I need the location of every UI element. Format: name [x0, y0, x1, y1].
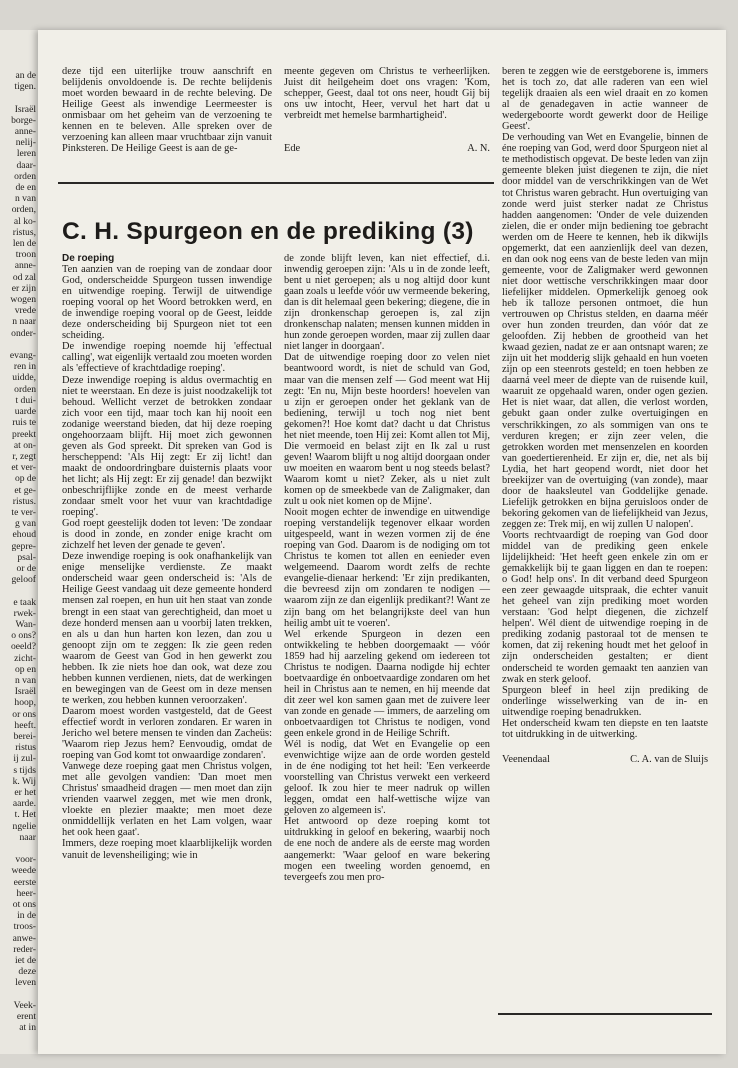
- gutter-line: erent: [16, 1011, 36, 1023]
- gutter-line: heer-: [16, 887, 36, 899]
- top-article-signature: [284, 143, 490, 154]
- article-column-2: [284, 253, 490, 883]
- gutter-line: orden: [14, 170, 36, 182]
- gutter-line: ruis te: [12, 417, 36, 429]
- gutter-line: ristus,: [12, 226, 36, 238]
- gutter-line: e taak: [13, 596, 36, 608]
- gutter-line: geloof: [11, 574, 36, 586]
- gutter-line: psal-: [17, 551, 36, 563]
- article-column-1-paragraphs: [62, 264, 272, 861]
- gutter-line: n van: [14, 193, 36, 205]
- gutter-line: berei-: [13, 730, 36, 742]
- gutter-line: tigen.: [14, 81, 36, 93]
- top-article-column-2: [284, 66, 490, 154]
- gutter-line: Wan-: [15, 618, 36, 630]
- gutter-line: leven: [15, 977, 36, 989]
- article-paragraph: Daarom moest worden vastgesteld, dat de Geest effectief wordt in verloren zondaren. Er waren in Jericho wel betere mensen te vinden dan Zacheüs: 'Waarom riep Jezus hem? Eenvoudig, omdat de roeping van God komt tot onwaardige zondaren'.: [62, 705, 272, 762]
- article-paragraph: De inwendige roeping noemde hij 'effectual calling', wat eigenlijk vertaald zou moeten worden als 'effectieve of krachtdadige roeping'.: [62, 341, 272, 375]
- gutter-line: oeeld?: [10, 641, 36, 653]
- gutter-line: n van: [14, 674, 36, 686]
- gutter-line: at on-: [13, 439, 36, 451]
- gutter-line: daar-: [16, 159, 36, 171]
- gutter-line: et ver-: [11, 462, 36, 474]
- gutter-line: zicht-: [14, 652, 36, 664]
- article-paragraph: Het antwoord op deze roeping komt tot uitdrukking in geloof en bekering, waarbij noch de ene noch de andere als de eerste mag worden aangemerkt: 'Waar geloof en ware bekering mogen een tweeling worden genoemd, en tevergeefs zou men pro-: [284, 816, 490, 883]
- gutter-line: t. Het: [14, 809, 36, 821]
- gutter-line: er zijn: [11, 282, 36, 294]
- gutter-line: borge-: [11, 114, 36, 126]
- gutter-line: s tijds: [13, 764, 36, 776]
- gutter-line: te ver-: [11, 506, 36, 518]
- top-article-text-1: deze tijd een uiterlijke trouw aanschrift en belijdenis onvoldoende is. De rechte belijdenis moet worden bewaard in de rechte beleving. De Heilige Geest als inwendige Leermeester is onmisbaar om het geheim van de verzoening te kennen en te beleven. Alle spreken over de verzoening kan alleen maar vruchtbaar zijn vanuit Pinksteren. De Heilige Geest is aan de ge-: [62, 66, 272, 155]
- gutter-line: rwek-: [13, 607, 36, 619]
- top-article-text-2: meente gegeven om Christus te verheerlijken. Juist dit heilgeheim doet ons vragen: 'Kom, schepper, Geest, daal tot ons neer, houdt Gij bij ons uw intocht, Heer, vervul het hart dat u verbreidt met hemelse barmhartigheid'.: [284, 66, 490, 122]
- article-column-3: [502, 66, 708, 765]
- article-paragraph: Immers, deze roeping moet klaarblijkelijk worden vanuit de levensheiliging; wie in: [62, 838, 272, 861]
- article-paragraph: Ten aanzien van de roeping van de zondaar door God, onderscheidde Spurgeon tussen inwendige en uitwendige roeping. Terwijl de uitwendige roeping vooral op het Woord betrokken werd, en de inwendige roeping vooral op de Geest, leidde deze onderscheiding bij Spurgeon niet tot een scheiding.: [62, 264, 272, 342]
- gutter-line: op de: [14, 473, 36, 485]
- gutter-line: [0, 989, 36, 1000]
- top-signature-name: A. N.: [467, 143, 490, 155]
- top-article-column-1: [62, 66, 272, 154]
- gutter-line: et ge-: [14, 484, 36, 496]
- signature-name: C. A. van de Sluijs: [630, 753, 708, 765]
- article-title: C. H. Spurgeon en de prediking (3): [62, 218, 474, 245]
- gutter-line: anwe-: [12, 932, 36, 944]
- gutter-line: reder-: [13, 943, 36, 955]
- article-paragraph: beren te zeggen wie de eerstgeborene is, immers het is toch zo, dat alle raderen van een wiel tegelijk draaien als een wiel draait en zo komen al de genadegaven in actie wanneer de wedergeboorte wordt gewerkt door de Heilige Geest'.: [502, 66, 708, 133]
- gutter-line: at in: [19, 1022, 36, 1034]
- article-paragraph: Voorts rechtvaardigt de roeping van God door middel van de prediking geen enkele lijdelijkheid: 'Het heeft geen enkele zin om er gemakkelijk bij te gaan liggen en dan te roepen: o God! help ons'. In dit verband deed Spurgeon een zeer gewaagde uitspraak, die echter vanuit het geheel van zijn prediking moet worden verstaan: 'God helpt diegenen, die zichzelf helpen'. Wél dient de uitwendige roeping in de prediking zodanig pastoraal tot de mensen te komen, dat zij rekening houdt met het geloof in zijn onderscheiden gestalten; er dient onderscheid te worden gemaakt ten aanzien van zwak en sterk geloof.: [502, 529, 708, 685]
- article-column-1: [62, 253, 272, 861]
- gutter-line: leren: [16, 148, 36, 160]
- gutter-line: uarde: [14, 406, 36, 418]
- gutter-line: Israël: [14, 686, 36, 698]
- article-paragraph: Dat de uitwendige roeping door zo velen niet beantwoord wordt, is niet de schuld van God, maar van die mensen zelf — God meent wat Hij zegt: 'En nu, Mijn beste hoorders! hoevelen van u zijn er geroepen onder het geklank van de bediening, terwijl u toch nog niet bent gekomen?! Hoe komt dat? dacht u dat Christus het niet meende, toen Hij zei: Komt allen tot Mij, Die vermoeid en belast zijt en Ik zal u rust geven! Waarom blijft u nog altijd doorgaan onder uw moeiten en waarom bent u nog steeds belast? Waarom komt u niet? Zeker, als u niet zult komen op de smeekbede van de Zaligmaker, dan zult u ook niet komen op de Mijne'.: [284, 352, 490, 508]
- signature-place: Veenendaal: [502, 753, 550, 765]
- gutter-line: t dui-: [15, 394, 36, 406]
- article-paragraph: Nooit mogen echter de inwendige en uitwendige roeping verstandelijk tegenover elkaar worden uitgespeeld, want in wezen vormen zij de éne roeping van God. Daarom is de nodiging om tot Christus te komen tot allen en eenieder even welgemeend. Daarom wordt zelfs de rechte evangelie-dienaar herkend: 'Er zijn predikanten, die bevreesd zijn om zondaren te nodigen — waarom zijn ze dan eigenlijk predikant?! Want ze zijn bang om het belangrijkste deel van hun heilig ambt uit te voeren'.: [284, 507, 490, 629]
- article-column-2-paragraphs: [284, 253, 490, 883]
- bottom-rule: [498, 1013, 712, 1015]
- gutter-line: len de: [12, 238, 36, 250]
- article-paragraph: Vanwege deze roeping gaat men Christus volgen, met alle gevolgen vandien: 'Dan moet men Christus' smaadheid dragen — men moet dan zijn vrienden vaarwel zeggen, met wie men dronk, vloekte en plezier maakte; men moet deze onmiddellijk verlaten en het Lam volgen, waar het ook heen gaat'.: [62, 761, 272, 839]
- article-paragraph: Wél is nodig, dat Wet en Evangelie op een evenwichtige wijze aan de orde worden gesteld in de éne nodiging tot het heil: 'Een verkeerde voorstelling van Christus verwekt een verkeerd geloof. Ik zou hier te meer nadruk op willen leggen, omdat een half-wettische wijze van geloven zo algemeen is'.: [284, 739, 490, 817]
- gutter-line: r, zegt: [12, 450, 36, 462]
- gutter-line: ristus: [15, 742, 36, 754]
- article-paragraph: De verhouding van Wet en Evangelie, binnen de éne roeping van God, werd door Spurgeon niet al te methodistisch opgevat. De beste leden van zijn gemeente bleken juist diegenen te zijn, die niet door middel van de verschrikkingen van de Wet tot Christus waren gebracht. Hun overtuiging van zonde werd juist sterker nadat ze Christus hadden aangenomen: 'Onder de vele duizenden zielen, die er onder mijn bediening toe gebracht werden om de Heere te kennen, heb ik dikwijls opgemerkt, dat een aanzienlijk deel van dezen, en dan ook nog eens van de beste leden van mijn gemeente, voor de Zaligmaker werd gewonnen niet door wettische verschrikkingen maar door liefelijker middelen. Opmerkelijk genoeg ook heb ik talloze personen ontmoet, die hun vertrouwen op Christus stelden, en daarna méér over hun zonden treurden, dan vóór dat ze geloofden. Zij hebben de grootheid van het kwaad gezien, nadat ze er aan ontsnapt waren; ze zijn uit het modderig slijk gehaald en hun voeten zijn op een steenrots gesteld; en toen hebben ze daarná veel meer de diepte van de ruisende kuil, waaruit ze opgehaald waren, onder ogen gezien. Het is niet waar, dat allen, die verlost worden, gebukt gaan onder zulke overtuigingen en verschrikkingen, zo als sommigen van ons te verduren kregen; er zijn zeer velen, die getrokken worden met mensenzelen en koorden van goedertierenheid. Er zijn er, die, net als bij Lydia, het hart geopend wordt, niet door het breekijzer van de overtuiging (van zonde), maar door de haaksleutel van Goddelijke genade. Liefelijk getrokken en bijna geruisloos onder de bekoring gekomen van de liefelijkheid van Jezus, zeggen ze: Trek mij, en wij zullen U nalopen'.: [502, 132, 708, 530]
- article-paragraph: God roept geestelijk doden tot leven: 'De zondaar is dood in zonde, en zonder enige kracht om zichzelf het leven der genade te geven'.: [62, 518, 272, 552]
- gutter-line: eerste: [13, 876, 36, 888]
- gutter-line: orden,: [11, 204, 36, 216]
- gutter-line: k. Wij: [12, 775, 36, 787]
- gutter-line: n naar: [12, 316, 36, 328]
- section-divider: [58, 182, 494, 184]
- gutter-line: heeft.: [14, 719, 36, 731]
- article-column-3-paragraphs: [502, 66, 708, 740]
- gutter-line: onder-: [11, 327, 36, 339]
- gutter-line: Veek-: [13, 999, 36, 1011]
- gutter-line: gepre-: [11, 540, 36, 552]
- gutter-line: ngelie: [12, 820, 36, 832]
- gutter-line: de en: [15, 182, 36, 194]
- gutter-line: er het: [14, 787, 36, 798]
- article-paragraph: Deze inwendige roeping is aldus overmachtig en niet te weerstaan. En deze is juist noodzakelijk tot behoud. Wellicht verzet de betrokken zondaar zich voor een tijd, maar toch kan hij nooit een zodanige weerstand bieden, dat hij deze roeping ongehoorzaam blijft. Hij moet zich gewonnen geven als God spreekt. Dit spreken van God is herscheppend: 'Als Hij zegt: Er zij licht! dan maakt de ondoordringbare duisternis plaats voor het licht; als Hij zegt: Er zij genade! dan bezwijkt onbeschrijflijke zonde en de meest verharde zondaar smelt voor het vuur van krachtdadige roeping'.: [62, 374, 272, 519]
- gutter-line: aarde.: [12, 798, 36, 810]
- gutter-line: op en: [14, 663, 36, 675]
- gutter-line: uidde,: [12, 372, 36, 384]
- gutter-line: anne-: [14, 260, 36, 272]
- gutter-line: an de: [15, 70, 36, 81]
- gutter-line: ren in: [13, 361, 36, 373]
- gutter-line: deze: [18, 966, 36, 978]
- top-signature-place: Ede: [284, 143, 301, 155]
- article-paragraph: Het onderscheid kwam ten diepste en ten laatste tot uitdrukking in de uitwerking.: [502, 717, 708, 740]
- gutter-line: hoop,: [14, 697, 36, 709]
- gutter-line: voor-: [15, 854, 36, 866]
- article-paragraph: Wel erkende Spurgeon in dezen een ontwikkeling te hebben doorgemaakt — vóór 1859 had hij aarzeling gekend om iedereen tot Christus te nodigen. Daarna nodigde hij echter boetvaardige én onboetvaardige zondaren om het heil in Christus aan te nemen, en hij meende dat dit zeer wel kon samen gaan met de zuivere leer van zonde en genade — immers, de aarzeling om onboetvaardigen tot Christus te nodigen, vond geen enkele grond in de Heilige Schrift.: [284, 628, 490, 740]
- gutter-line: ristus.: [12, 495, 36, 507]
- gutter-line: wogen: [10, 294, 36, 306]
- gutter-line: [0, 339, 36, 350]
- gutter-line: ehoud: [12, 529, 36, 541]
- gutter-line: or ons: [12, 708, 36, 720]
- gutter-line: anne-: [14, 126, 36, 138]
- gutter-line: weede: [11, 865, 36, 877]
- gutter-line: o ons?: [11, 630, 36, 642]
- gutter-line: [0, 585, 36, 596]
- gutter-line: od zal: [12, 271, 36, 283]
- previous-page-edge: [0, 30, 38, 1054]
- gutter-line: [0, 92, 36, 103]
- gutter-line: [0, 843, 36, 854]
- gutter-line: evang-: [9, 350, 36, 362]
- gutter-line: preekt: [12, 428, 36, 440]
- gutter-line: or de: [16, 562, 36, 574]
- gutter-line: nelij-: [15, 137, 36, 149]
- gutter-line: vrede: [14, 305, 36, 317]
- article-signature: [502, 754, 708, 765]
- gutter-line: troos-: [13, 921, 36, 933]
- gutter-line: iet de: [14, 955, 36, 967]
- gutter-line: naar: [19, 831, 36, 843]
- gutter-line: Israël: [14, 103, 36, 115]
- gutter-line: orden: [14, 383, 36, 395]
- gutter-line: in de: [17, 910, 36, 922]
- gutter-line: al ko-: [13, 215, 36, 227]
- gutter-line: ij zul-: [13, 753, 36, 765]
- gutter-line: ot ons: [12, 899, 36, 911]
- article-paragraph: Spurgeon bleef in heel zijn prediking de onderlinge wisselwerking van de in- en uitwendige roeping benadrukken.: [502, 684, 708, 718]
- previous-page-text: [0, 70, 36, 1033]
- article-subheading: De roeping: [62, 253, 115, 264]
- article-paragraph: Deze inwendige roeping is ook onafhankelijk van enige menselijke verdienste. Ze maakt onderscheid waar geen onderscheid is: 'Als de Heilige Geest vandaag uit deze gemeente honderd mensen zal roepen, en hun uit hen staat van zonde brengt in een staat van gerechtigheid, dan moet u deze honderd mensen aan u voorbij laten trekken, en als u dan hun harten kon lezen, dan zou u genoopt zijn om te zeggen: Ik zie geen reden waarom de Geest van God in hen gewerkt zou hebben. Ik zie niets hoe dan ook, wat deze zou hebben kunnen verdienen, niets, dat de werkingen en bewegingen van de Geest om in deze mensen te werken, zou hebben kunnen veroorzaken'.: [62, 551, 272, 706]
- gutter-line: troon: [15, 249, 36, 261]
- article-paragraph: de zonde blijft leven, kan niet effectief, d.i. inwendig geroepen zijn: 'Als u in de zonde leeft, bent u niet geroepen; als u nog altijd door kunt gaan zoals u leefde vóór uw vermeende bekering, dan is dit helemaal geen bekering; diegene, die in zijn dronkenschap geroepen is, zal zijn dronkenschap nalaten; mensen kunnen midden in hun zonde geroepen worden, maar zij zullen daar niet langer in doorgaan'.: [284, 253, 490, 353]
- gutter-line: g van: [14, 518, 36, 530]
